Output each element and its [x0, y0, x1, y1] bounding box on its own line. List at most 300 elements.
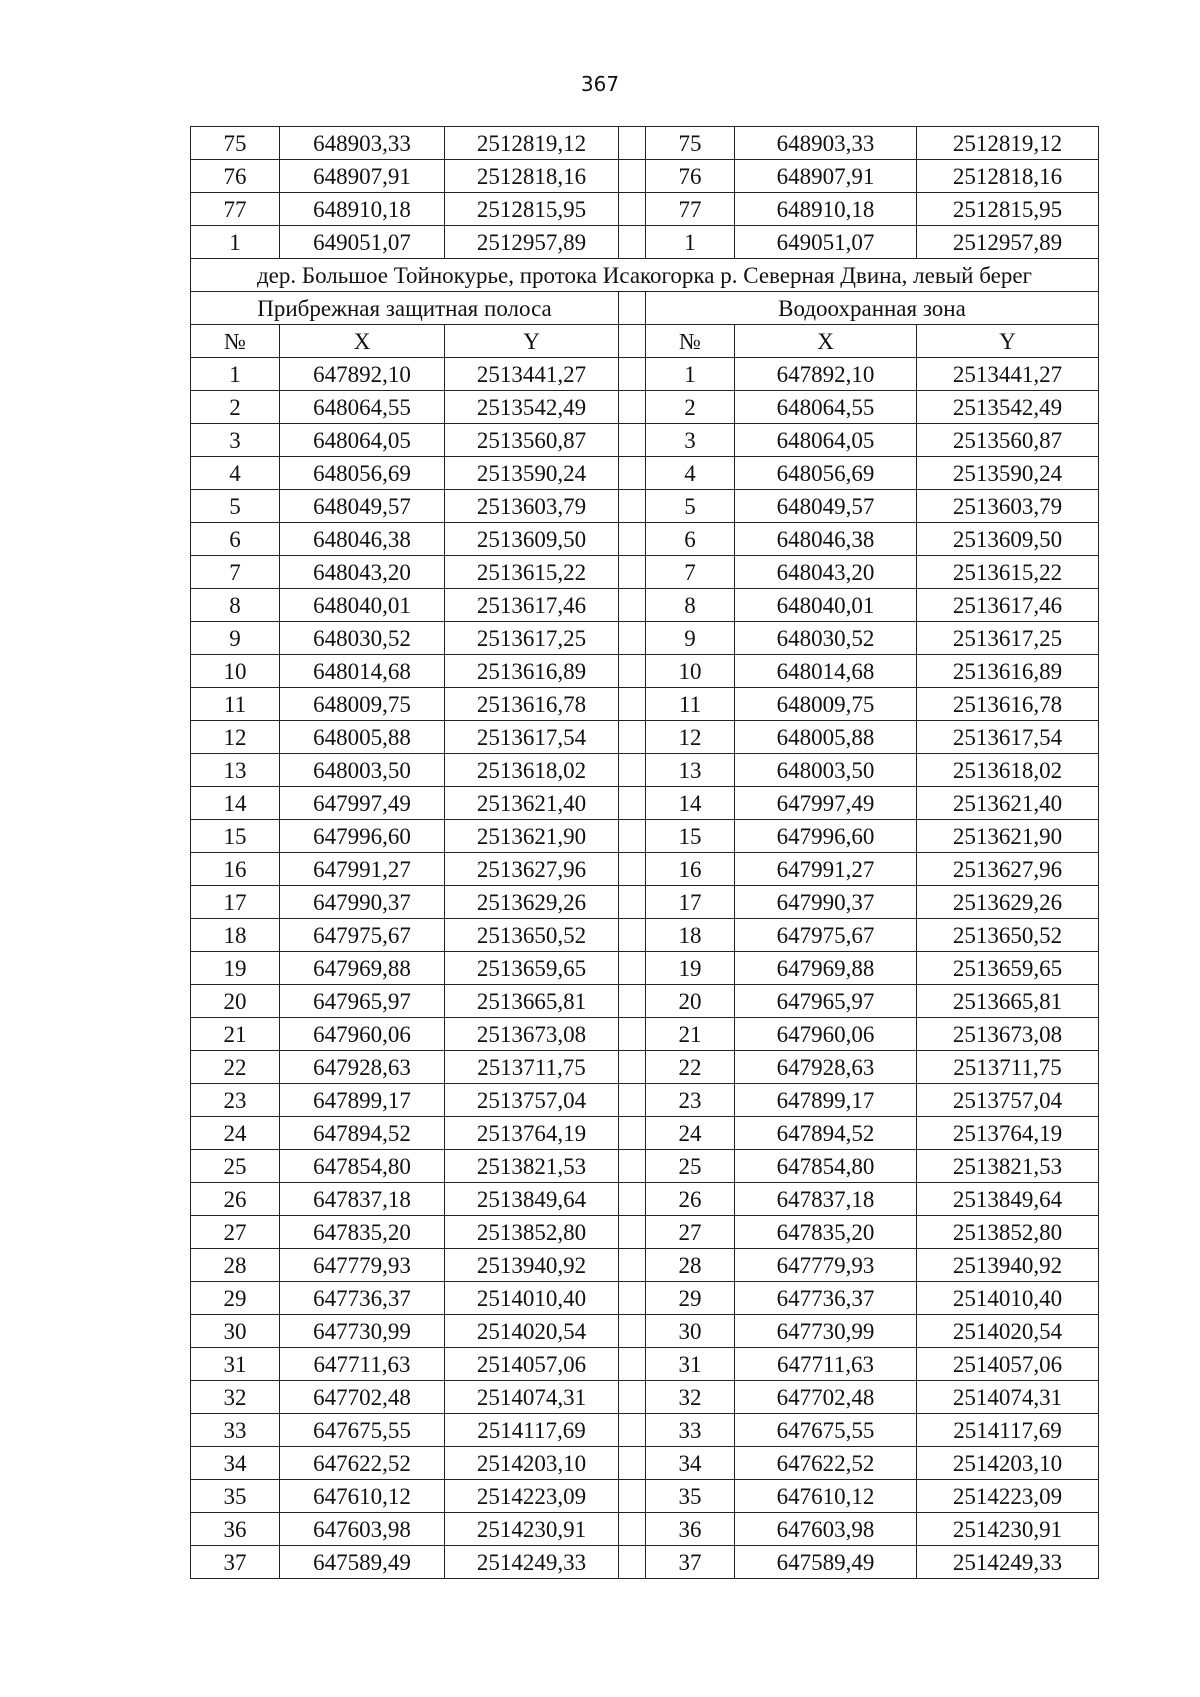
- left-x-cell: 648046,38: [280, 523, 445, 556]
- left-num-cell: 29: [191, 1282, 280, 1315]
- left-num-cell: 3: [191, 424, 280, 457]
- right-num-cell: 76: [646, 160, 735, 193]
- right-x-cell: 647969,88: [735, 952, 917, 985]
- divider-cell: [619, 787, 646, 820]
- left-y-cell: 2514249,33: [445, 1546, 619, 1579]
- right-x-cell: 647622,52: [735, 1447, 917, 1480]
- divider-cell: [619, 1216, 646, 1249]
- left-x-cell: 648049,57: [280, 490, 445, 523]
- right-num-cell: 4: [646, 457, 735, 490]
- divider-cell: [619, 1546, 646, 1579]
- table-row: [191, 127, 1099, 160]
- divider-cell: [619, 1018, 646, 1051]
- left-y-cell: 2513616,78: [445, 688, 619, 721]
- left-num-cell: 1: [191, 358, 280, 391]
- left-y-cell: 2513673,08: [445, 1018, 619, 1051]
- right-y-cell: 2513665,81: [917, 985, 1099, 1018]
- right-num-cell: 16: [646, 853, 735, 886]
- right-x-cell: 648046,38: [735, 523, 917, 556]
- left-x-cell: 647711,63: [280, 1348, 445, 1381]
- divider-cell: [619, 1414, 646, 1447]
- table-row: [191, 1381, 1099, 1414]
- right-y-cell: 2513711,75: [917, 1051, 1099, 1084]
- left-num-cell: 7: [191, 556, 280, 589]
- right-y-cell: 2513757,04: [917, 1084, 1099, 1117]
- table-row: [191, 1447, 1099, 1480]
- table-row: [191, 358, 1099, 391]
- left-num-cell: 22: [191, 1051, 280, 1084]
- left-num-cell: 8: [191, 589, 280, 622]
- left-y-cell: 2513616,89: [445, 655, 619, 688]
- left-num-cell: 37: [191, 1546, 280, 1579]
- table-row: [191, 853, 1099, 886]
- right-y-cell: 2513618,02: [917, 754, 1099, 787]
- left-y-cell: 2513560,87: [445, 424, 619, 457]
- left-y-cell: 2513940,92: [445, 1249, 619, 1282]
- table-row: [191, 688, 1099, 721]
- right-num-cell: 7: [646, 556, 735, 589]
- left-num-cell: 13: [191, 754, 280, 787]
- right-y-cell: 2512818,16: [917, 160, 1099, 193]
- table-row: [191, 655, 1099, 688]
- right-y-cell: 2513852,80: [917, 1216, 1099, 1249]
- left-y-cell: 2513617,54: [445, 721, 619, 754]
- left-y-cell: 2512957,89: [445, 226, 619, 259]
- right-y-cell: 2513615,22: [917, 556, 1099, 589]
- right-num-cell: 5: [646, 490, 735, 523]
- right-x-cell: 647892,10: [735, 358, 917, 391]
- right-y-cell: 2512815,95: [917, 193, 1099, 226]
- table-row: [191, 1513, 1099, 1546]
- right-y-cell: 2512957,89: [917, 226, 1099, 259]
- right-x-cell: 647736,37: [735, 1282, 917, 1315]
- left-num-cell: 15: [191, 820, 280, 853]
- table-row: [191, 1117, 1099, 1150]
- left-x-cell: 647622,52: [280, 1447, 445, 1480]
- table-row: [191, 391, 1099, 424]
- right-x-cell: 647835,20: [735, 1216, 917, 1249]
- divider-cell: [619, 424, 646, 457]
- divider-cell: [619, 754, 646, 787]
- right-x-cell: 648907,91: [735, 160, 917, 193]
- right-y-cell: 2513616,89: [917, 655, 1099, 688]
- left-num-cell: 11: [191, 688, 280, 721]
- divider-cell: [619, 193, 646, 226]
- divider-cell: [619, 919, 646, 952]
- previous-section-rows: [191, 127, 1099, 259]
- table-row: [191, 721, 1099, 754]
- divider-cell: [619, 1051, 646, 1084]
- page-number: 367: [580, 72, 620, 96]
- right-x-cell: 647965,97: [735, 985, 917, 1018]
- right-y-cell: 2514117,69: [917, 1414, 1099, 1447]
- section-title-row: [191, 259, 1099, 292]
- right-x-cell: 649051,07: [735, 226, 917, 259]
- left-y-cell: 2513659,65: [445, 952, 619, 985]
- left-x-cell: 647997,49: [280, 787, 445, 820]
- right-x-cell: 647991,27: [735, 853, 917, 886]
- right-num-cell: 77: [646, 193, 735, 226]
- left-y-cell: 2513603,79: [445, 490, 619, 523]
- right-x-cell: 647975,67: [735, 919, 917, 952]
- right-y-cell: 2514074,31: [917, 1381, 1099, 1414]
- right-num-cell: 27: [646, 1216, 735, 1249]
- left-num-cell: 20: [191, 985, 280, 1018]
- table-row: [191, 1249, 1099, 1282]
- left-y-cell: 2514020,54: [445, 1315, 619, 1348]
- left-num-cell: 35: [191, 1480, 280, 1513]
- right-y-cell: 2514057,06: [917, 1348, 1099, 1381]
- right-x-cell: 647837,18: [735, 1183, 917, 1216]
- left-num-cell: 77: [191, 193, 280, 226]
- right-num-cell: 29: [646, 1282, 735, 1315]
- right-num-header: №: [646, 325, 735, 358]
- left-x-cell: 647736,37: [280, 1282, 445, 1315]
- right-y-cell: 2513616,78: [917, 688, 1099, 721]
- divider-cell: [619, 523, 646, 556]
- right-y-cell: 2514230,91: [917, 1513, 1099, 1546]
- left-x-cell: 647675,55: [280, 1414, 445, 1447]
- table-row: [191, 490, 1099, 523]
- right-x-cell: 647711,63: [735, 1348, 917, 1381]
- right-y-cell: 2514020,54: [917, 1315, 1099, 1348]
- left-x-cell: 647835,20: [280, 1216, 445, 1249]
- right-num-cell: 21: [646, 1018, 735, 1051]
- left-y-cell: 2512819,12: [445, 127, 619, 160]
- left-x-cell: 647610,12: [280, 1480, 445, 1513]
- divider-cell: [619, 622, 646, 655]
- left-num-cell: 33: [191, 1414, 280, 1447]
- right-y-cell: 2513940,92: [917, 1249, 1099, 1282]
- divider-cell: [619, 886, 646, 919]
- left-y-cell: 2514203,10: [445, 1447, 619, 1480]
- left-num-cell: 28: [191, 1249, 280, 1282]
- right-num-cell: 2: [646, 391, 735, 424]
- right-num-cell: 13: [646, 754, 735, 787]
- left-x-cell: 648040,01: [280, 589, 445, 622]
- right-x-cell: 647928,63: [735, 1051, 917, 1084]
- right-num-cell: 15: [646, 820, 735, 853]
- table-row: [191, 820, 1099, 853]
- divider-cell: [619, 1348, 646, 1381]
- right-y-cell: 2513609,50: [917, 523, 1099, 556]
- left-x-cell: 648014,68: [280, 655, 445, 688]
- divider-cell: [619, 490, 646, 523]
- right-y-cell: 2513659,65: [917, 952, 1099, 985]
- right-x-cell: 648049,57: [735, 490, 917, 523]
- table-row: [191, 1414, 1099, 1447]
- left-x-cell: 647837,18: [280, 1183, 445, 1216]
- right-num-cell: 17: [646, 886, 735, 919]
- table-row: [191, 1084, 1099, 1117]
- left-num-cell: 31: [191, 1348, 280, 1381]
- left-x-header: X: [280, 325, 445, 358]
- right-num-cell: 25: [646, 1150, 735, 1183]
- right-x-cell: 647610,12: [735, 1480, 917, 1513]
- right-y-cell: 2513617,54: [917, 721, 1099, 754]
- column-header-row: [191, 325, 1099, 358]
- divider-cell: [619, 1150, 646, 1183]
- divider-cell: [619, 358, 646, 391]
- right-x-cell: 648030,52: [735, 622, 917, 655]
- left-y-cell: 2513441,27: [445, 358, 619, 391]
- divider-cell: [619, 292, 646, 325]
- left-x-cell: 647899,17: [280, 1084, 445, 1117]
- right-num-cell: 32: [646, 1381, 735, 1414]
- right-y-cell: 2514203,10: [917, 1447, 1099, 1480]
- left-num-cell: 19: [191, 952, 280, 985]
- left-num-cell: 17: [191, 886, 280, 919]
- left-x-cell: 647996,60: [280, 820, 445, 853]
- right-num-cell: 75: [646, 127, 735, 160]
- right-x-cell: 647894,52: [735, 1117, 917, 1150]
- right-y-cell: 2513617,25: [917, 622, 1099, 655]
- left-y-cell: 2513627,96: [445, 853, 619, 886]
- table-row: [191, 457, 1099, 490]
- left-num-cell: 6: [191, 523, 280, 556]
- right-y-cell: 2513849,64: [917, 1183, 1099, 1216]
- right-y-cell: 2513621,40: [917, 787, 1099, 820]
- left-y-cell: 2514230,91: [445, 1513, 619, 1546]
- left-y-header: Y: [445, 325, 619, 358]
- left-num-cell: 75: [191, 127, 280, 160]
- left-x-cell: 647894,52: [280, 1117, 445, 1150]
- right-num-cell: 37: [646, 1546, 735, 1579]
- right-x-cell: 648009,75: [735, 688, 917, 721]
- left-x-cell: 647854,80: [280, 1150, 445, 1183]
- right-x-cell: 647960,06: [735, 1018, 917, 1051]
- left-num-cell: 5: [191, 490, 280, 523]
- left-num-cell: 26: [191, 1183, 280, 1216]
- left-num-cell: 25: [191, 1150, 280, 1183]
- coordinate-table: [190, 126, 1099, 1579]
- left-x-cell: 649051,07: [280, 226, 445, 259]
- left-x-cell: 647990,37: [280, 886, 445, 919]
- left-y-cell: 2514223,09: [445, 1480, 619, 1513]
- right-num-cell: 33: [646, 1414, 735, 1447]
- left-x-cell: 647589,49: [280, 1546, 445, 1579]
- table-row: [191, 160, 1099, 193]
- left-num-cell: 30: [191, 1315, 280, 1348]
- divider-cell: [619, 160, 646, 193]
- left-y-cell: 2514117,69: [445, 1414, 619, 1447]
- right-num-cell: 23: [646, 1084, 735, 1117]
- section-header: [191, 259, 1099, 358]
- left-y-cell: 2513621,40: [445, 787, 619, 820]
- left-y-cell: 2512815,95: [445, 193, 619, 226]
- left-y-cell: 2513618,02: [445, 754, 619, 787]
- right-num-cell: 11: [646, 688, 735, 721]
- divider-cell: [619, 853, 646, 886]
- table-row: [191, 424, 1099, 457]
- right-y-cell: 2513650,52: [917, 919, 1099, 952]
- right-x-cell: 648910,18: [735, 193, 917, 226]
- table-row: [191, 952, 1099, 985]
- right-num-cell: 1: [646, 226, 735, 259]
- left-y-cell: 2513852,80: [445, 1216, 619, 1249]
- left-num-cell: 18: [191, 919, 280, 952]
- right-x-cell: 648014,68: [735, 655, 917, 688]
- divider-cell: [619, 1447, 646, 1480]
- left-num-cell: 12: [191, 721, 280, 754]
- right-x-cell: 647996,60: [735, 820, 917, 853]
- divider-cell: [619, 1117, 646, 1150]
- table-row: [191, 1183, 1099, 1216]
- right-num-cell: 1: [646, 358, 735, 391]
- left-y-cell: 2513757,04: [445, 1084, 619, 1117]
- right-num-cell: 3: [646, 424, 735, 457]
- table-row: [191, 1315, 1099, 1348]
- divider-cell: [619, 688, 646, 721]
- divider-cell: [619, 457, 646, 490]
- section-rows: [191, 358, 1099, 1579]
- left-y-cell: 2514074,31: [445, 1381, 619, 1414]
- right-x-cell: 647997,49: [735, 787, 917, 820]
- right-num-cell: 10: [646, 655, 735, 688]
- right-x-cell: 647675,55: [735, 1414, 917, 1447]
- left-num-cell: 4: [191, 457, 280, 490]
- divider-cell: [619, 556, 646, 589]
- divider-cell: [619, 820, 646, 853]
- left-x-cell: 648903,33: [280, 127, 445, 160]
- right-y-cell: 2514223,09: [917, 1480, 1099, 1513]
- right-x-cell: 647603,98: [735, 1513, 917, 1546]
- table-row: [191, 1546, 1099, 1579]
- right-x-cell: 647702,48: [735, 1381, 917, 1414]
- left-y-cell: 2513764,19: [445, 1117, 619, 1150]
- right-num-cell: 18: [646, 919, 735, 952]
- left-num-header: №: [191, 325, 280, 358]
- divider-cell: [619, 325, 646, 358]
- left-num-cell: 14: [191, 787, 280, 820]
- table-row: [191, 1348, 1099, 1381]
- right-x-header: X: [735, 325, 917, 358]
- right-num-cell: 20: [646, 985, 735, 1018]
- right-y-cell: 2513617,46: [917, 589, 1099, 622]
- table-row: [191, 787, 1099, 820]
- left-x-cell: 647928,63: [280, 1051, 445, 1084]
- divider-cell: [619, 655, 646, 688]
- divider-cell: [619, 1315, 646, 1348]
- table-row: [191, 754, 1099, 787]
- right-y-cell: 2513542,49: [917, 391, 1099, 424]
- left-num-cell: 10: [191, 655, 280, 688]
- left-y-cell: 2513650,52: [445, 919, 619, 952]
- left-num-cell: 23: [191, 1084, 280, 1117]
- right-y-cell: 2513560,87: [917, 424, 1099, 457]
- divider-cell: [619, 391, 646, 424]
- right-x-cell: 647854,80: [735, 1150, 917, 1183]
- right-x-cell: 648056,69: [735, 457, 917, 490]
- right-num-cell: 26: [646, 1183, 735, 1216]
- right-num-cell: 22: [646, 1051, 735, 1084]
- right-y-header: Y: [917, 325, 1099, 358]
- left-y-cell: 2513590,24: [445, 457, 619, 490]
- divider-cell: [619, 226, 646, 259]
- table-row: [191, 985, 1099, 1018]
- left-y-cell: 2513629,26: [445, 886, 619, 919]
- right-y-cell: 2513590,24: [917, 457, 1099, 490]
- right-num-cell: 24: [646, 1117, 735, 1150]
- left-x-cell: 648043,20: [280, 556, 445, 589]
- left-x-cell: 648009,75: [280, 688, 445, 721]
- left-x-cell: 647965,97: [280, 985, 445, 1018]
- right-y-cell: 2513627,96: [917, 853, 1099, 886]
- left-num-cell: 36: [191, 1513, 280, 1546]
- right-num-cell: 9: [646, 622, 735, 655]
- right-y-cell: 2513441,27: [917, 358, 1099, 391]
- table-row: [191, 193, 1099, 226]
- table-row: [191, 226, 1099, 259]
- right-y-cell: 2513764,19: [917, 1117, 1099, 1150]
- right-num-cell: 12: [646, 721, 735, 754]
- divider-cell: [619, 1513, 646, 1546]
- left-x-cell: 647702,48: [280, 1381, 445, 1414]
- right-y-cell: 2513603,79: [917, 490, 1099, 523]
- section-title: дер. Большое Тойнокурье, протока Исакогорка р. Северная Двина, левый берег: [191, 259, 1099, 292]
- right-x-cell: 648903,33: [735, 127, 917, 160]
- right-y-cell: 2514249,33: [917, 1546, 1099, 1579]
- divider-cell: [619, 1381, 646, 1414]
- right-num-cell: 28: [646, 1249, 735, 1282]
- left-x-cell: 648005,88: [280, 721, 445, 754]
- right-y-cell: 2513673,08: [917, 1018, 1099, 1051]
- left-num-cell: 1: [191, 226, 280, 259]
- left-x-cell: 648030,52: [280, 622, 445, 655]
- right-num-cell: 19: [646, 952, 735, 985]
- left-y-cell: 2513621,90: [445, 820, 619, 853]
- divider-cell: [619, 1480, 646, 1513]
- left-x-cell: 647730,99: [280, 1315, 445, 1348]
- right-block-title: Водоохранная зона: [646, 292, 1099, 325]
- left-x-cell: 647603,98: [280, 1513, 445, 1546]
- right-y-cell: 2514010,40: [917, 1282, 1099, 1315]
- right-x-cell: 647730,99: [735, 1315, 917, 1348]
- left-y-cell: 2514010,40: [445, 1282, 619, 1315]
- table-row: [191, 1018, 1099, 1051]
- divider-cell: [619, 1084, 646, 1117]
- left-y-cell: 2513821,53: [445, 1150, 619, 1183]
- right-num-cell: 8: [646, 589, 735, 622]
- divider-cell: [619, 127, 646, 160]
- right-x-cell: 647899,17: [735, 1084, 917, 1117]
- right-num-cell: 30: [646, 1315, 735, 1348]
- right-num-cell: 6: [646, 523, 735, 556]
- left-num-cell: 32: [191, 1381, 280, 1414]
- left-x-cell: 647960,06: [280, 1018, 445, 1051]
- divider-cell: [619, 952, 646, 985]
- right-x-cell: 648064,05: [735, 424, 917, 457]
- left-block-title: Прибрежная защитная полоса: [191, 292, 619, 325]
- left-x-cell: 647892,10: [280, 358, 445, 391]
- divider-cell: [619, 721, 646, 754]
- right-x-cell: 648003,50: [735, 754, 917, 787]
- left-y-cell: 2513665,81: [445, 985, 619, 1018]
- divider-cell: [619, 589, 646, 622]
- right-x-cell: 648064,55: [735, 391, 917, 424]
- left-x-cell: 648056,69: [280, 457, 445, 490]
- left-num-cell: 9: [191, 622, 280, 655]
- right-x-cell: 648043,20: [735, 556, 917, 589]
- table-row: [191, 919, 1099, 952]
- left-x-cell: 647969,88: [280, 952, 445, 985]
- right-x-cell: 647589,49: [735, 1546, 917, 1579]
- right-y-cell: 2513821,53: [917, 1150, 1099, 1183]
- left-y-cell: 2513617,46: [445, 589, 619, 622]
- table-row: [191, 1480, 1099, 1513]
- left-x-cell: 647991,27: [280, 853, 445, 886]
- right-num-cell: 31: [646, 1348, 735, 1381]
